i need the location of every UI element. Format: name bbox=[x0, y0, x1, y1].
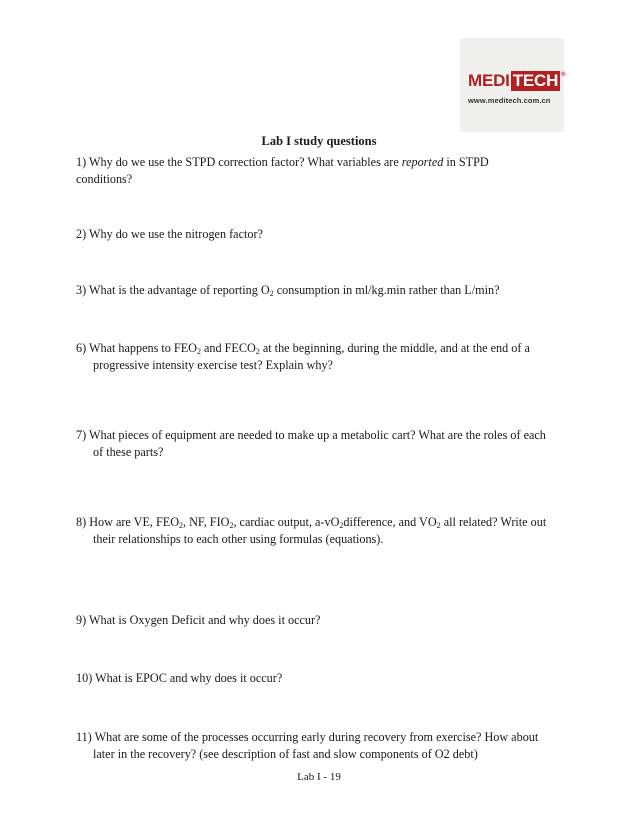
logo-brand-part2: TECH bbox=[512, 71, 559, 90]
logo-brand bbox=[468, 71, 565, 91]
page-footer: Lab I - 19 bbox=[297, 771, 341, 783]
question-3: 3) What is the advantage of reporting $O_2$ consumption in ml/kg.min rather than L/min? bbox=[76, 283, 500, 298]
question-9: 9) What is Oxygen Deficit and why does it occur? bbox=[76, 613, 321, 627]
logo-brand-part1: MEDI bbox=[468, 71, 510, 90]
question-6: 6) What happens to $FEO_2$ and $FECO_2$ at the beginning, during the middle, and at the end of a progressive intensity exercise test? Explain why? bbox=[76, 341, 530, 372]
question-1: 1) Why do we use the STPD correction factor? What variables are reported in STPD conditions? bbox=[76, 155, 489, 186]
registered-mark: ® bbox=[561, 72, 566, 78]
question-11: 11) What are some of the processes occurring early during recovery from exercise? How about later in the recovery? (see description of fast and slow components of O2 debt) bbox=[76, 730, 539, 761]
question-7: 7) What pieces of equipment are needed to make up a metabolic cart? What are the roles of each of these parts? bbox=[76, 428, 546, 459]
question-2: 2) Why do we use the nitrogen factor? bbox=[76, 227, 263, 241]
page-title: Lab I study questions bbox=[261, 134, 377, 148]
logo-url: www.meditech.com.cn bbox=[468, 96, 551, 105]
meditech-logo bbox=[460, 38, 564, 132]
question-10: 10) What is EPOC and why does it occur? bbox=[76, 671, 283, 685]
question-8: 8) How are VE, $FEO_2$, NF, $FIO_2$, cardiac output, $a-vO_2difference$, and $VO_2$ all related? Write out their relationships to each other using formulas (equations). bbox=[76, 515, 547, 546]
